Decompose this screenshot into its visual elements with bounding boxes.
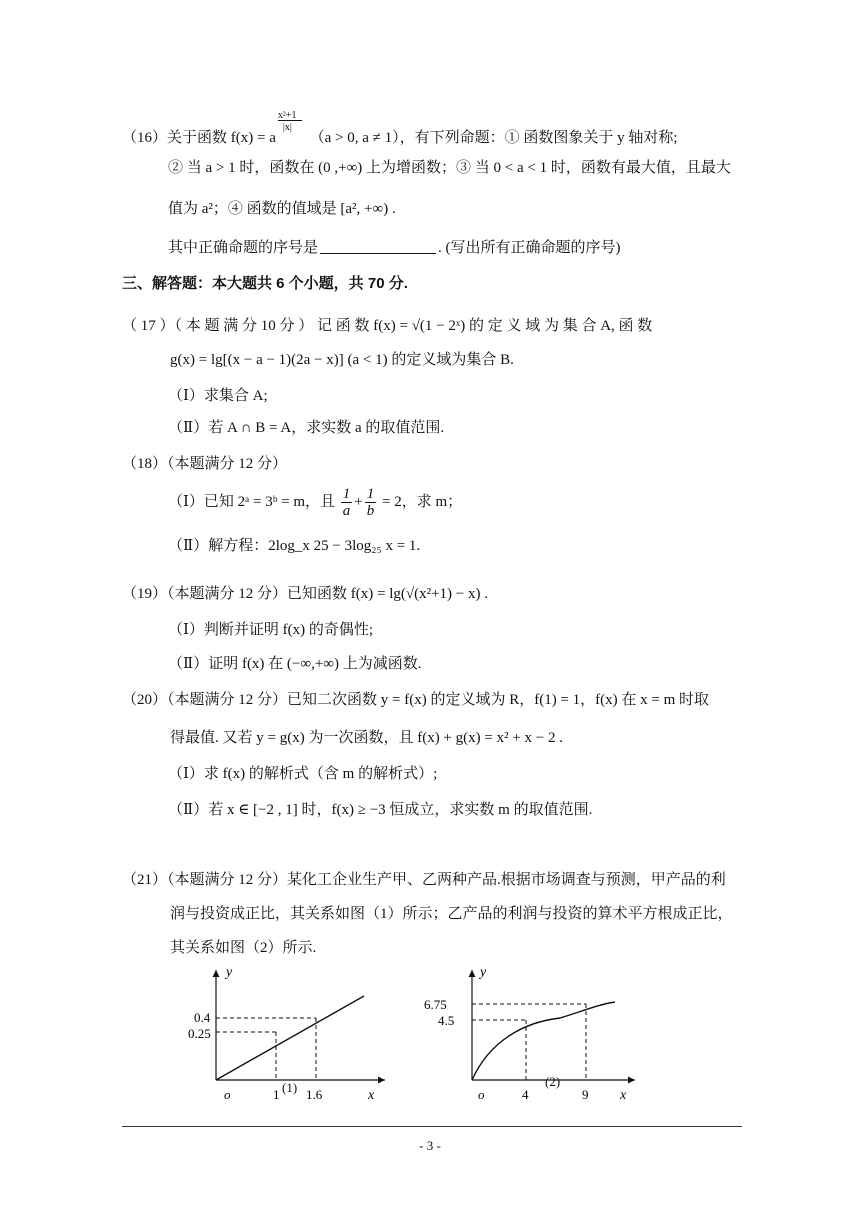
tick-x2: 1.6 [306, 1087, 323, 1100]
q16-line2: ② 当 a > 1 时，函数在 (0 ,+∞) 上为增函数；③ 当 0 < a < 1 时，函数有最大值，且最大 [168, 160, 731, 176]
figure-1-graph [180, 960, 400, 1100]
q17-line2: g(x) = lg[(x − a − 1)(2a − x)] (a < 1) 的定义域为集合 B. [170, 352, 514, 368]
line-graph [216, 996, 364, 1080]
q18-part1-end: = 2，求 m； [381, 493, 463, 510]
y-label: y [480, 965, 487, 980]
q18-part1: （Ⅰ）已知 2ᵃ = 3ᵇ = m，且 $\frac{1}{a}$ + $\frac{1}{b}$ = 2，求 m； [168, 486, 463, 519]
sqrt-curve [472, 1002, 615, 1080]
origin-label: o [224, 1087, 231, 1100]
q16-prompt: 其中正确命题的序号是 [168, 240, 319, 256]
section-heading: 三、解答题：本大题共 6 个小题，共 70 分. [122, 275, 408, 292]
tick-y2: 0.25 [188, 1026, 211, 1041]
q18-part1-text: （Ⅰ）已知 2ᵃ = 3ᵇ = m，且 [168, 493, 336, 510]
tick-x1: 1 [273, 1087, 280, 1100]
q16-exp-bar [278, 120, 302, 121]
q16-line4 [168, 236, 621, 257]
q17-part2: （Ⅱ）若 A ∩ B = A，求实数 a 的取值范围. [168, 420, 445, 436]
y-label: y [226, 965, 233, 980]
q16-line1 [122, 110, 678, 147]
q16-exp-num: x²+1 [277, 110, 297, 121]
q16-note: . (写出所有正确命题的序号) [438, 240, 621, 256]
q18-title: （18）（本题满分 12 分） [122, 456, 288, 472]
q18-part2: （Ⅱ）解方程：2log_x 25 − 3log₂₅ x = 1. [168, 538, 421, 554]
q19-part1: （Ⅰ）判断并证明 f(x) 的奇偶性; [168, 622, 374, 638]
x-label: x [368, 1088, 375, 1100]
x-label: x [620, 1088, 627, 1100]
q19-line1: （19）（本题满分 12 分）已知函数 f(x) = lg(√(x²+1) − x) . [122, 586, 488, 602]
fraction-1-over-b: $\frac{1}{b}$ [366, 486, 375, 519]
q16-exp-den: |x| [282, 122, 292, 133]
q21-line1: （21）（本题满分 12 分）某化工企业生产甲、乙两种产品.根据市场调查与预测，甲产品的利 [122, 872, 726, 888]
q20-part2: （Ⅱ）若 x ∈ [−2 , 1] 时，f(x) ≥ −3 恒成立，求实数 m 的取值范围. [168, 802, 593, 818]
answer-blank [320, 239, 436, 254]
q16-intro: （16）关于函数 f(x) = a [122, 130, 276, 146]
fraction-1-over-a: $\frac{1}{a}$ [342, 486, 351, 519]
q21-line3: 其关系如图（2）所示. [170, 940, 317, 956]
q19-part2: （Ⅱ）证明 f(x) 在 (−∞,+∞) 上为减函数. [168, 656, 422, 672]
q16-exponent [276, 110, 306, 142]
q16-conditions: （a > 0, a ≠ 1），有下列命题：① 函数图象关于 y 轴对称; [309, 130, 678, 146]
q16-line3: 值为 a²；④ 函数的值域是 [a², +∞) . [168, 201, 396, 217]
origin-label: o [478, 1087, 485, 1100]
tick-y1: 6.75 [424, 997, 447, 1012]
q20-line2: 得最值. 又若 y = g(x) 为一次函数，且 f(x) + g(x) = x² + x − 2 . [170, 730, 564, 746]
q20-line1: （20）（本题满分 12 分）已知二次函数 y = f(x) 的定义域为 R，f(1) = 1，f(x) 在 x = m 时取 [122, 692, 710, 708]
figure-2-graph [420, 960, 640, 1100]
figure-2-caption: (2) [545, 1074, 561, 1089]
q20-part1: （Ⅰ）求 f(x) 的解析式（含 m 的解析式）; [168, 766, 438, 782]
tick-x1: 4 [522, 1087, 529, 1100]
q17-line1: （ 17 ）（ 本 题 满 分 10 分 ） 记 函 数 f(x) = √(1 − 2ˣ) 的 定 义 域 为 集 合 A, 函 数 [122, 318, 653, 334]
q17-part1: （Ⅰ）求集合 A; [168, 388, 268, 404]
tick-y1: 0.4 [194, 1010, 211, 1025]
footer-divider [122, 1126, 742, 1127]
page-number: - 3 - [419, 1138, 441, 1153]
q21-line2: 润与投资成正比，其关系如图（1）所示；乙产品的利润与投资的算术平方根成正比， [170, 906, 733, 922]
tick-x2: 9 [582, 1087, 589, 1100]
figure-1-caption: (1) [282, 1080, 298, 1095]
tick-y2: 4.5 [438, 1013, 455, 1028]
